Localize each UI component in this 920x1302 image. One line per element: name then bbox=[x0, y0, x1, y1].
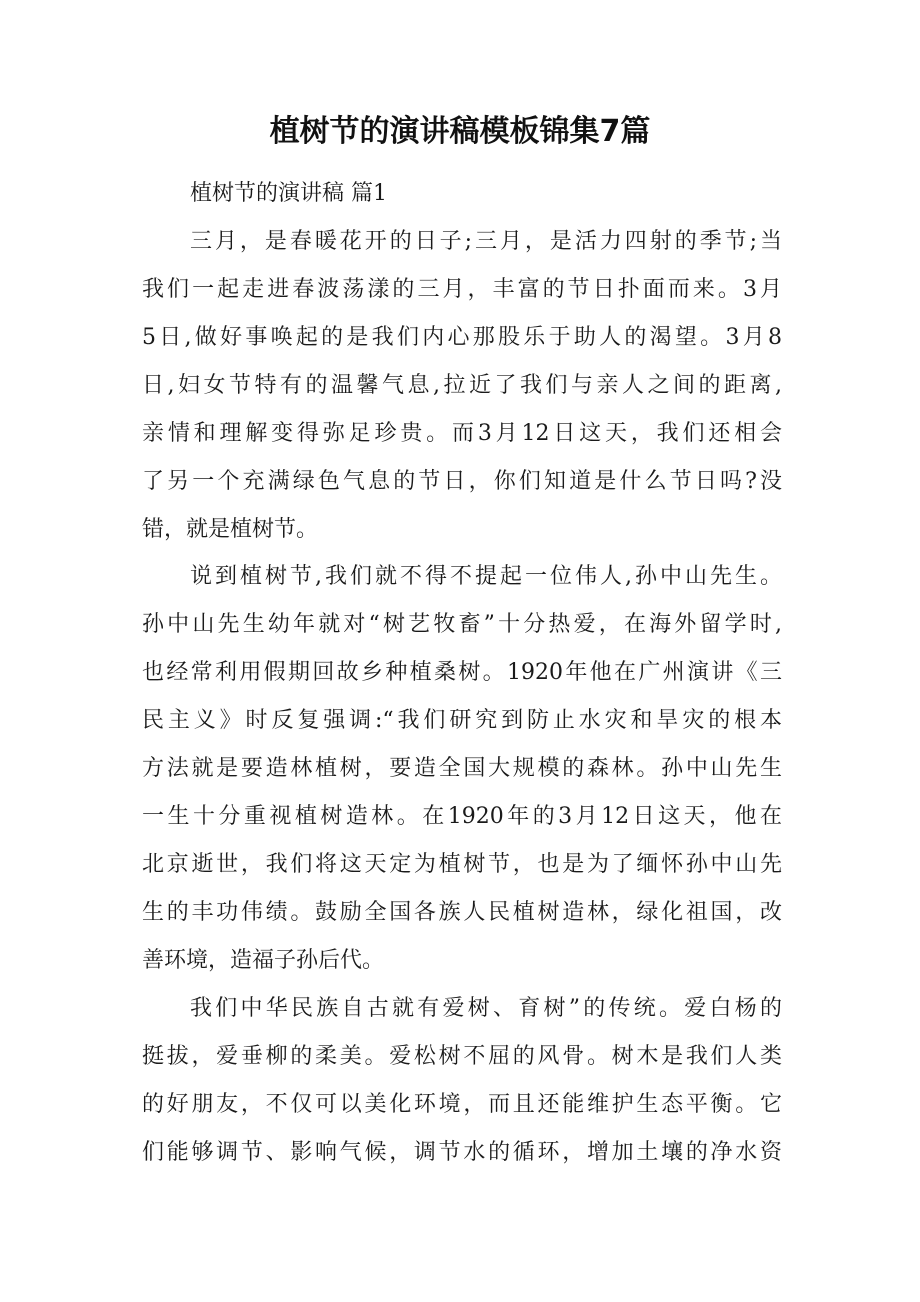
paragraph-line: 方法就是要造林植树，要造全国大规模的森林。孙中山先生 bbox=[142, 756, 782, 781]
paragraph-line: 北京逝世，我们将这天定为植树节，也是为了缅怀孙中山先 bbox=[142, 852, 782, 877]
paragraph-line: 民主义》时反复强调:“我们研究到防止水灾和旱灾的根本 bbox=[142, 708, 782, 733]
paragraph-line: 说到植树节,我们就不得不提起一位伟人,孙中山先生。 bbox=[190, 564, 782, 589]
paragraph-line: 我们一起走进春波荡漾的三月，丰富的节日扑面而来。3月 bbox=[142, 277, 782, 302]
paragraph-line: 亲情和理解变得弥足珍贵。而3月12日这天，我们还相会 bbox=[142, 421, 782, 446]
paragraph-line: 也经常利用假期回故乡种植桑树。1920年他在广州演讲《三 bbox=[142, 660, 782, 685]
document-title: 植树节的演讲稿模板锦集7篇 bbox=[269, 114, 651, 149]
paragraph-line: 5日,做好事唤起的是我们内心那股乐于助人的渴望。3月8 bbox=[142, 325, 782, 350]
paragraph-line: 日,妇女节特有的温馨气息,拉近了我们与亲人之间的距离, bbox=[142, 373, 782, 398]
paragraph-line: 三月，是春暖花开的日子;三月，是活力四射的季节;当 bbox=[190, 229, 782, 254]
paragraph-line: 一生十分重视植树造林。在1920年的3月12日这天，他在 bbox=[142, 804, 782, 829]
paragraph-line: 的好朋友，不仅可以美化环境，而且还能维护生态平衡。它 bbox=[142, 1092, 782, 1117]
paragraph-line: 们能够调节、影响气候，调节水的循环，增加土壤的净水资 bbox=[142, 1140, 782, 1165]
paragraph-line: 生的丰功伟绩。鼓励全国各族人民植树造林，绿化祖国，改 bbox=[142, 900, 782, 925]
paragraph-line: 了另一个充满绿色气息的节日，你们知道是什么节日吗?没 bbox=[142, 469, 782, 494]
section-heading: 植树节的演讲稿 篇1 bbox=[190, 181, 387, 206]
paragraph-line: 善环境，造福子孙后代。 bbox=[142, 948, 385, 973]
paragraph-line: 挺拔，爱垂柳的柔美。爱松树不屈的风骨。树木是我们人类 bbox=[142, 1044, 782, 1069]
paragraph-line: 孙中山先生幼年就对“树艺牧畜”十分热爱，在海外留学时, bbox=[142, 612, 782, 637]
paragraph-line: 错，就是植树节。 bbox=[142, 517, 319, 542]
paragraph-line: 我们中华民族自古就有爱树、育树”的传统。爱白杨的 bbox=[190, 996, 782, 1021]
paragraph-3 bbox=[142, 985, 782, 1177]
paragraph-1 bbox=[142, 218, 782, 554]
paragraph-2 bbox=[142, 553, 782, 985]
